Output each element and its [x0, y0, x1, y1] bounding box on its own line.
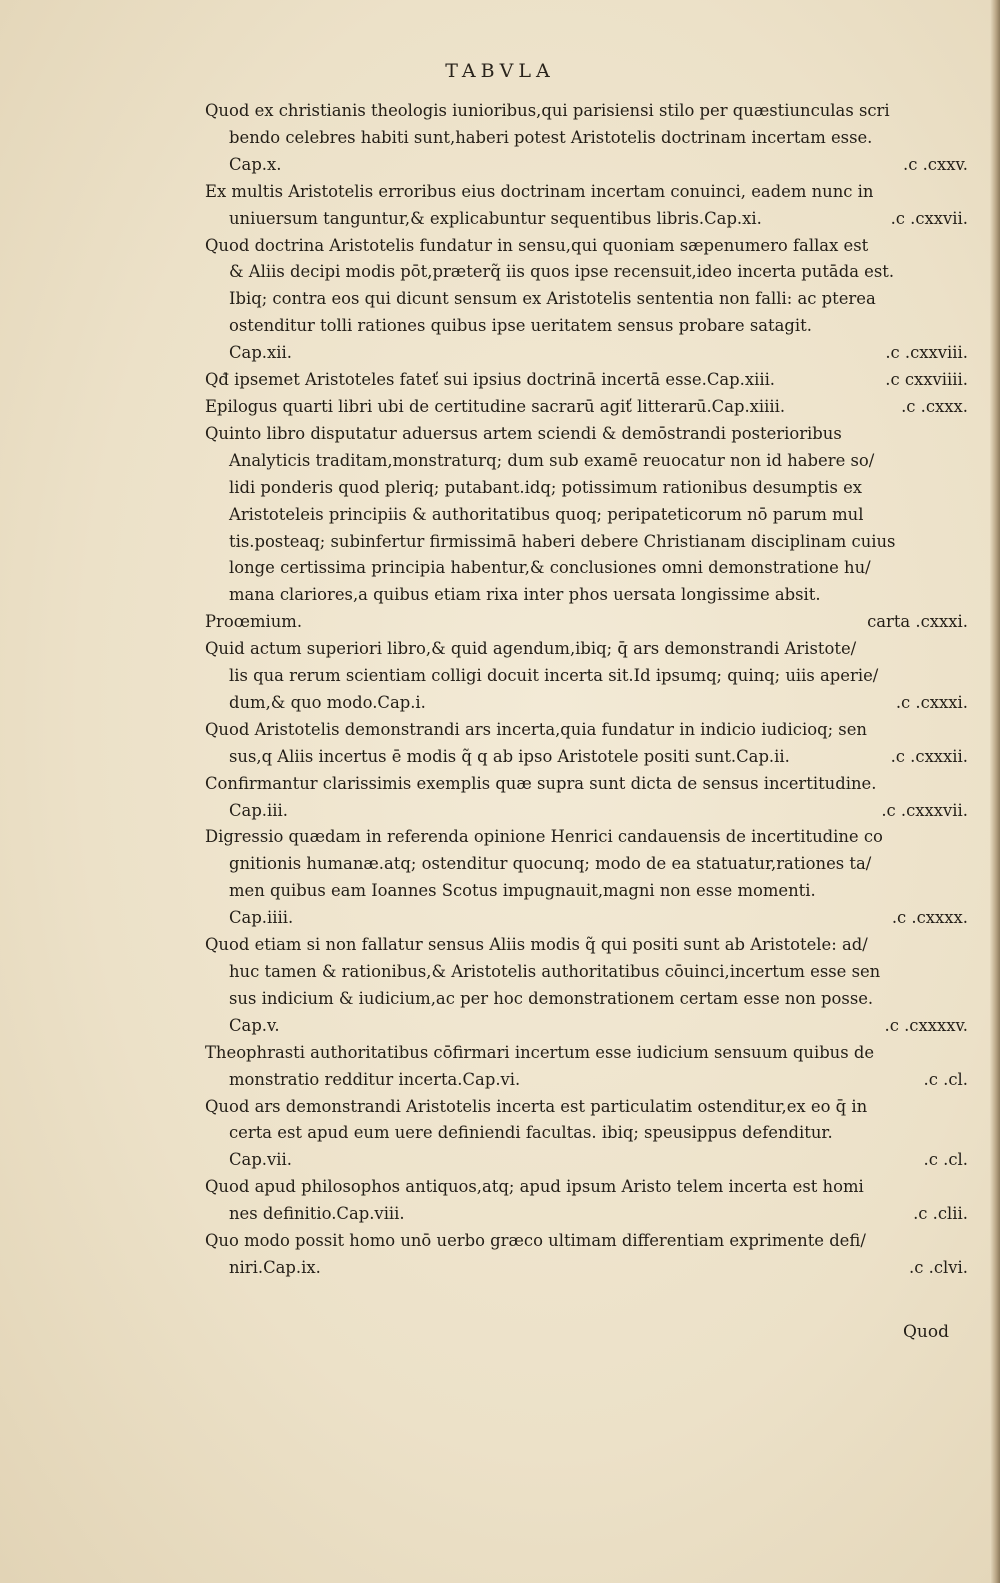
toc-entry: [205, 421, 970, 609]
entry-line: Quod Aristotelis demonstrandi ars incerta,quia fundatur in indicio iudicioq; sen: [205, 719, 867, 739]
entry-line: Quod ars demonstrandi Aristotelis incerta est particulatim ostenditur,ex eo q̄ in: [205, 1096, 868, 1116]
page-edge: [990, 0, 1000, 1583]
entry-line: ostenditur tolli rationes quibus ipse ueritatem sensus probare satagit.: [229, 316, 812, 336]
toc-entry: [205, 367, 970, 394]
entry-line: Qđ ipsemet Aristoteles fateť sui ipsius doctrinā incertā esse.Cap.xiii.: [205, 370, 776, 390]
entry-line: bendo celebres habiti sunt,haberi potest Aristotelis doctrinam incertam esse.: [229, 127, 873, 147]
page-reference: .c .cxxv.: [902, 154, 968, 174]
entry-line: sus indicium & iudicium,ac per hoc demonstrationem certam esse non posse.: [229, 988, 874, 1008]
entry-line: Cap.iiii.: [229, 908, 294, 928]
entry-line: Quod etiam si non fallatur sensus Aliis modis q̃ qui positi sunt ab Aristotele: ad/: [205, 935, 868, 955]
toc-entry: [205, 717, 970, 771]
entry-line: monstratio redditur incerta.Cap.vi.: [229, 1069, 521, 1089]
toc-entry: [205, 932, 970, 1040]
entry-line: mana clariores,a quibus etiam rixa inter phos uersata longissime absit.: [229, 585, 821, 605]
entry-line: huc tamen & rationibus,& Aristotelis authoritatibus cōuinci,incertum esse sen: [229, 962, 881, 981]
entry-line: Cap.xii.: [229, 343, 292, 363]
entry-line: certa est apud eum uere definiendi facultas. ibiq; speusippus defenditur.: [229, 1123, 833, 1143]
entry-line: uniuersum tanguntur,& explicabuntur sequentibus libris.Cap.xi.: [229, 208, 762, 228]
page-reference: carta .cxxxi.: [867, 612, 968, 632]
entry-line: men quibus eam Ioannes Scotus impugnauit,magni non esse momenti.: [229, 881, 816, 901]
entry-line: longe certissima principia habentur,& conclusiones omni demonstratione hu/: [229, 558, 871, 578]
entry-line: Cap.x.: [229, 154, 282, 174]
entry-line: dum,& quo modo.Cap.i.: [229, 692, 426, 712]
entry-line: tis.posteaq; subinfertur firmissimā haberi debere Christianam disciplinam cuius: [229, 531, 896, 551]
entry-line: Quod apud philosophos antiquos,atq; apud ipsum Aristo telem incerta est homi: [205, 1177, 864, 1197]
toc-entry: [205, 636, 970, 717]
entry-line: lidi ponderis quod pleriq; putabant.idq; potissimum rationibus desumptis ex: [229, 477, 863, 497]
entry-line: Cap.iii.: [229, 800, 288, 820]
page-reference: .c .cxxxx.: [891, 908, 968, 928]
page-reference: .c .clii.: [913, 1204, 968, 1224]
entry-line: Quo modo possit homo unō uerbo græco ultimam differentiam exprimente defi/: [205, 1231, 866, 1251]
page-reference: .c .cxxxii.: [890, 746, 968, 766]
entry-line: Cap.vii.: [229, 1150, 292, 1170]
toc-entry: [205, 98, 970, 179]
page-reference: .c .cxxxi.: [895, 692, 968, 712]
toc-entry: [205, 179, 970, 233]
page-reference: .c cxxviiii.: [885, 370, 968, 390]
page-reference: .c .cxxvii.: [890, 208, 968, 228]
toc-entry: [205, 233, 970, 368]
entry-line: niri.Cap.ix.: [229, 1257, 321, 1277]
toc-entry: [205, 824, 970, 932]
page-reference: .c .cl.: [923, 1069, 968, 1089]
entry-line: Cap.v.: [229, 1015, 280, 1035]
entry-line: Proœmium.: [205, 612, 303, 632]
toc-entry: [205, 771, 970, 825]
entry-line: nes definitio.Cap.viii.: [229, 1204, 405, 1224]
entry-line: Digressio quædam in referenda opinione Henrici candauensis de incertitudine co: [205, 827, 883, 847]
entry-line: Ex multis Aristotelis erroribus eius doctrinam incertam conuinci, eadem nunc in: [205, 181, 874, 201]
entry-line: Ibiq; contra eos qui dicunt sensum ex Aristotelis sententia non falli: ac pterea: [229, 289, 876, 309]
toc-entry: [205, 609, 970, 636]
page-reference: .c .clvi.: [909, 1257, 968, 1277]
entry-line: Aristoteleis principiis & authoritatibus quoq; peripateticorum nō parum mul: [229, 504, 864, 524]
entry-line: Epilogus quarti libri ubi de certitudine sacrarū agiť litterarū.Cap.xiiii.: [205, 396, 786, 416]
page-reference: .c .cxxxxv.: [884, 1015, 968, 1035]
table-of-contents: [205, 98, 970, 1282]
toc-entry: [205, 1040, 970, 1094]
toc-entry: [205, 1174, 970, 1228]
entry-line: Analyticis traditam,monstraturq; dum sub examē reuocatur non id habere so/: [229, 450, 875, 470]
page-reference: .c .cxxviii.: [885, 343, 968, 363]
page-reference: .c .cl.: [923, 1150, 968, 1170]
entry-line: gnitionis humanæ.atq; ostenditur quocunq; modo de ea statuatur,rationes ta/: [229, 854, 872, 874]
entry-line: Quinto libro disputatur aduersus artem sciendi & demōstrandi posterioribus: [205, 423, 842, 443]
toc-entry: [205, 1228, 970, 1282]
entry-line: lis qua rerum scientiam colligi docuit incerta sit.Id ipsumq; quinq; uiis aperie/: [229, 666, 879, 686]
entry-line: Quid actum superiori libro,& quid agendum,ibiq; q̄ ars demonstrandi Aristote/: [205, 639, 857, 659]
toc-entry: [205, 394, 970, 421]
page-reference: .c .cxxx.: [901, 396, 968, 416]
entry-line: Theophrasti authoritatibus cōfirmari incertum esse iudicium sensuum quibus de: [205, 1042, 875, 1062]
entry-line: sus,q Aliis incertus ē modis q̃ q ab ipso Aristotele positi sunt.Cap.ii.: [229, 746, 790, 766]
page-reference: .c .cxxxvii.: [881, 800, 968, 820]
catchword: Quod: [903, 1322, 950, 1342]
entry-line: Quod doctrina Aristotelis fundatur in sensu,qui quoniam sæpenumero fallax est: [205, 235, 869, 255]
entry-line: Quod ex christianis theologis iunioribus,qui parisiensi stilo per quæstiunculas scri: [205, 101, 890, 120]
entry-line: & Aliis decipi modis pōt,præterq̃ iis quos ipse recensuit,ideo incerta putāda est.: [229, 262, 895, 282]
toc-entry: [205, 1094, 970, 1175]
entry-line: Confirmantur clarissimis exemplis quæ supra sunt dicta de sensus incertitudine.: [205, 773, 877, 793]
running-head: TABVLA: [445, 60, 555, 82]
